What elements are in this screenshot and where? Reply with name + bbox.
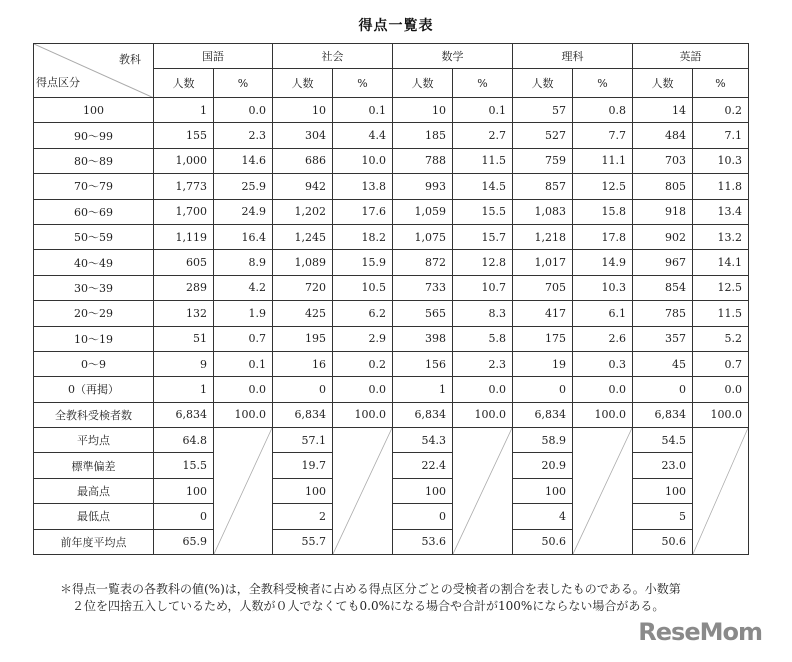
- table-row: [34, 174, 749, 199]
- count-cell: 733: [393, 275, 453, 300]
- count-cell: 942: [273, 174, 333, 199]
- pct-cell: 8.3: [453, 301, 513, 326]
- count-cell: 1,245: [273, 224, 333, 249]
- pct-cell: 14.9: [573, 250, 633, 275]
- count-cell: 19: [513, 351, 573, 376]
- pct-cell: 2.3: [214, 123, 273, 148]
- count-cell: 565: [393, 301, 453, 326]
- pct-cell: 13.8: [333, 174, 393, 199]
- table-row: [34, 301, 749, 326]
- pct-cell: 8.9: [214, 250, 273, 275]
- pct-cell: 15.8: [573, 199, 633, 224]
- count-cell: 1,119: [154, 224, 214, 249]
- score-range-label: 80～89: [34, 148, 154, 173]
- pct-cell: 100.0: [214, 402, 273, 427]
- stat-value: 100: [393, 478, 453, 503]
- diagonal-slash-icon: [693, 428, 748, 554]
- pct-cell: 12.8: [453, 250, 513, 275]
- pct-cell: 0.7: [214, 326, 273, 351]
- count-cell: 854: [633, 275, 693, 300]
- subject-science: 理科: [513, 44, 633, 69]
- stat-value: 55.7: [273, 529, 333, 554]
- pct-cell: 0.3: [573, 351, 633, 376]
- count-cell: 357: [633, 326, 693, 351]
- pct-cell: 10.0: [333, 148, 393, 173]
- pct-cell: 6.2: [333, 301, 393, 326]
- count-cell: 57: [513, 98, 573, 123]
- count-cell: 156: [393, 351, 453, 376]
- table-row: [34, 148, 749, 173]
- stat-value: 23.0: [633, 453, 693, 478]
- score-range-label: 全教科受検者数: [34, 402, 154, 427]
- count-cell: 0: [273, 377, 333, 402]
- pct-cell: 10.5: [333, 275, 393, 300]
- pct-cell: 10.7: [453, 275, 513, 300]
- empty-slashed-cell: [693, 428, 749, 555]
- count-cell: 857: [513, 174, 573, 199]
- pct-cell: 16.4: [214, 224, 273, 249]
- count-cell: 967: [633, 250, 693, 275]
- diagonal-slash-icon: [333, 428, 392, 554]
- pct-cell: 0.8: [573, 98, 633, 123]
- stat-value: 100: [273, 478, 333, 503]
- stat-value: 58.9: [513, 428, 573, 453]
- table-row: [34, 250, 749, 275]
- pct-cell: 14.1: [693, 250, 749, 275]
- count-cell: 6,834: [393, 402, 453, 427]
- stat-value: 64.8: [154, 428, 214, 453]
- pct-cell: 12.5: [573, 174, 633, 199]
- stat-value: 19.7: [273, 453, 333, 478]
- stat-value: 5: [633, 504, 693, 529]
- diagonal-slash-icon: [214, 428, 272, 554]
- diagonal-slash-icon: [453, 428, 512, 554]
- stat-value: 50.6: [513, 529, 573, 554]
- footnote: [60, 581, 780, 615]
- table-row: [34, 377, 749, 402]
- count-cell: 1: [154, 377, 214, 402]
- pct-header: %: [453, 69, 513, 98]
- empty-slashed-cell: [214, 428, 273, 555]
- count-cell: 6,834: [273, 402, 333, 427]
- pct-cell: 0.0: [214, 98, 273, 123]
- pct-header: %: [573, 69, 633, 98]
- pct-cell: 11.5: [453, 148, 513, 173]
- pct-cell: 7.1: [693, 123, 749, 148]
- count-cell: 805: [633, 174, 693, 199]
- pct-cell: 24.9: [214, 199, 273, 224]
- count-cell: 417: [513, 301, 573, 326]
- pct-cell: 17.8: [573, 224, 633, 249]
- count-cell: 705: [513, 275, 573, 300]
- stat-value: 100: [513, 478, 573, 503]
- score-range-label: 20～29: [34, 301, 154, 326]
- count-cell: 16: [273, 351, 333, 376]
- count-cell: 9: [154, 351, 214, 376]
- table-row: [34, 275, 749, 300]
- pct-cell: 0.0: [453, 377, 513, 402]
- count-cell: 132: [154, 301, 214, 326]
- count-cell: 1,059: [393, 199, 453, 224]
- count-cell: 304: [273, 123, 333, 148]
- stat-label: 標準偏差: [34, 453, 154, 478]
- pct-cell: 5.8: [453, 326, 513, 351]
- resemom-logo: ReseMom: [638, 618, 762, 646]
- stat-label: 平均点: [34, 428, 154, 453]
- stat-label: 最低点: [34, 504, 154, 529]
- table-row: [34, 224, 749, 249]
- pct-cell: 100.0: [573, 402, 633, 427]
- stat-value: 4: [513, 504, 573, 529]
- stat-value: 22.4: [393, 453, 453, 478]
- count-cell: 788: [393, 148, 453, 173]
- score-range-label: 90～99: [34, 123, 154, 148]
- count-cell: 1,218: [513, 224, 573, 249]
- count-cell: 720: [273, 275, 333, 300]
- count-cell: 289: [154, 275, 214, 300]
- count-cell: 1,083: [513, 199, 573, 224]
- pct-cell: 14.6: [214, 148, 273, 173]
- count-header: 人数: [154, 69, 214, 98]
- count-cell: 155: [154, 123, 214, 148]
- pct-cell: 100.0: [333, 402, 393, 427]
- pct-cell: 2.7: [453, 123, 513, 148]
- subject-japanese: 国語: [154, 44, 273, 69]
- pct-cell: 0.2: [693, 98, 749, 123]
- count-cell: 918: [633, 199, 693, 224]
- count-cell: 10: [273, 98, 333, 123]
- count-cell: 703: [633, 148, 693, 173]
- pct-cell: 11.5: [693, 301, 749, 326]
- page-title: 得点一覧表: [358, 18, 434, 34]
- pct-cell: 2.6: [573, 326, 633, 351]
- count-cell: 6,834: [154, 402, 214, 427]
- count-cell: 1,202: [273, 199, 333, 224]
- stat-value: 57.1: [273, 428, 333, 453]
- pct-header: %: [693, 69, 749, 98]
- pct-cell: 100.0: [453, 402, 513, 427]
- pct-cell: 2.3: [453, 351, 513, 376]
- count-cell: 398: [393, 326, 453, 351]
- pct-cell: 6.1: [573, 301, 633, 326]
- pct-cell: 15.7: [453, 224, 513, 249]
- pct-cell: 100.0: [693, 402, 749, 427]
- count-cell: 1: [154, 98, 214, 123]
- pct-cell: 0.0: [214, 377, 273, 402]
- score-range-label: 60～69: [34, 199, 154, 224]
- stat-value: 0: [154, 504, 214, 529]
- pct-cell: 0.1: [453, 98, 513, 123]
- count-cell: 785: [633, 301, 693, 326]
- pct-cell: 0.2: [333, 351, 393, 376]
- pct-cell: 25.9: [214, 174, 273, 199]
- count-cell: 527: [513, 123, 573, 148]
- stat-label: 前年度平均点: [34, 529, 154, 554]
- stat-value: 53.6: [393, 529, 453, 554]
- count-cell: 195: [273, 326, 333, 351]
- table-row: [34, 199, 749, 224]
- stat-value: 20.9: [513, 453, 573, 478]
- count-cell: 872: [393, 250, 453, 275]
- pct-cell: 15.5: [453, 199, 513, 224]
- count-cell: 6,834: [633, 402, 693, 427]
- count-header: 人数: [273, 69, 333, 98]
- score-range-label: 30～39: [34, 275, 154, 300]
- table-row: [34, 123, 749, 148]
- corner-subject-label: 教科: [119, 53, 141, 66]
- count-cell: 1,017: [513, 250, 573, 275]
- empty-slashed-cell: [573, 428, 633, 555]
- stat-value: 50.6: [633, 529, 693, 554]
- count-cell: 605: [154, 250, 214, 275]
- pct-cell: 4.4: [333, 123, 393, 148]
- pct-cell: 0.1: [214, 351, 273, 376]
- pct-cell: 13.2: [693, 224, 749, 249]
- table-row: [34, 351, 749, 376]
- count-cell: 14: [633, 98, 693, 123]
- pct-cell: 0.7: [693, 351, 749, 376]
- pct-cell: 15.9: [333, 250, 393, 275]
- footnote-line-2: ２位を四捨五入しているため，人数が０人でなくても0.0%になる場合や合計が100%にならない場合がある。: [72, 599, 665, 613]
- stat-value: 100: [633, 478, 693, 503]
- table-row: [34, 326, 749, 351]
- score-range-label: 10～19: [34, 326, 154, 351]
- corner-score-label: 得点区分: [36, 76, 80, 89]
- count-cell: 185: [393, 123, 453, 148]
- stat-value: 2: [273, 504, 333, 529]
- count-cell: 1,089: [273, 250, 333, 275]
- count-cell: 425: [273, 301, 333, 326]
- count-cell: 686: [273, 148, 333, 173]
- pct-cell: 0.0: [333, 377, 393, 402]
- pct-cell: 14.5: [453, 174, 513, 199]
- count-header: 人数: [393, 69, 453, 98]
- pct-cell: 12.5: [693, 275, 749, 300]
- score-table: [33, 43, 749, 555]
- pct-cell: 7.7: [573, 123, 633, 148]
- pct-cell: 11.8: [693, 174, 749, 199]
- subject-math: 数学: [393, 44, 513, 69]
- score-range-label: 0～9: [34, 351, 154, 376]
- count-cell: 759: [513, 148, 573, 173]
- table-row: [34, 402, 749, 427]
- stat-value: 54.5: [633, 428, 693, 453]
- pct-cell: 0.0: [693, 377, 749, 402]
- score-range-label: 40～49: [34, 250, 154, 275]
- score-range-label: 70～79: [34, 174, 154, 199]
- count-cell: 0: [633, 377, 693, 402]
- pct-cell: 0.0: [573, 377, 633, 402]
- corner-header: [34, 44, 154, 98]
- stat-label: 最高点: [34, 478, 154, 503]
- stats-row: [34, 428, 749, 453]
- empty-slashed-cell: [453, 428, 513, 555]
- pct-cell: 0.1: [333, 98, 393, 123]
- pct-cell: 11.1: [573, 148, 633, 173]
- stat-value: 65.9: [154, 529, 214, 554]
- score-range-label: 0（再掲）: [34, 377, 154, 402]
- count-cell: 484: [633, 123, 693, 148]
- pct-cell: 10.3: [573, 275, 633, 300]
- count-cell: 1: [393, 377, 453, 402]
- count-header: 人数: [633, 69, 693, 98]
- pct-cell: 18.2: [333, 224, 393, 249]
- count-cell: 10: [393, 98, 453, 123]
- pct-cell: 4.2: [214, 275, 273, 300]
- pct-cell: 17.6: [333, 199, 393, 224]
- score-range-label: 100: [34, 98, 154, 123]
- footnote-line-1: ＊得点一覧表の各教科の値(%)は，全教科受検者に占める得点区分ごとの受検者の割合を表したものである。小数第: [60, 582, 681, 596]
- score-range-label: 50～59: [34, 224, 154, 249]
- stat-value: 54.3: [393, 428, 453, 453]
- count-cell: 1,075: [393, 224, 453, 249]
- pct-header: %: [214, 69, 273, 98]
- pct-cell: 2.9: [333, 326, 393, 351]
- count-cell: 45: [633, 351, 693, 376]
- count-cell: 6,834: [513, 402, 573, 427]
- table-row: [34, 98, 749, 123]
- count-header: 人数: [513, 69, 573, 98]
- count-cell: 902: [633, 224, 693, 249]
- header-row-subjects: [34, 44, 749, 69]
- pct-header: %: [333, 69, 393, 98]
- empty-slashed-cell: [333, 428, 393, 555]
- count-cell: 1,000: [154, 148, 214, 173]
- stat-value: 15.5: [154, 453, 214, 478]
- pct-cell: 13.4: [693, 199, 749, 224]
- stat-value: 0: [393, 504, 453, 529]
- count-cell: 0: [513, 377, 573, 402]
- count-cell: 51: [154, 326, 214, 351]
- pct-cell: 1.9: [214, 301, 273, 326]
- pct-cell: 10.3: [693, 148, 749, 173]
- stat-value: 100: [154, 478, 214, 503]
- count-cell: 1,700: [154, 199, 214, 224]
- subject-english: 英語: [633, 44, 749, 69]
- count-cell: 993: [393, 174, 453, 199]
- subject-social: 社会: [273, 44, 393, 69]
- count-cell: 1,773: [154, 174, 214, 199]
- count-cell: 175: [513, 326, 573, 351]
- pct-cell: 5.2: [693, 326, 749, 351]
- diagonal-slash-icon: [573, 428, 632, 554]
